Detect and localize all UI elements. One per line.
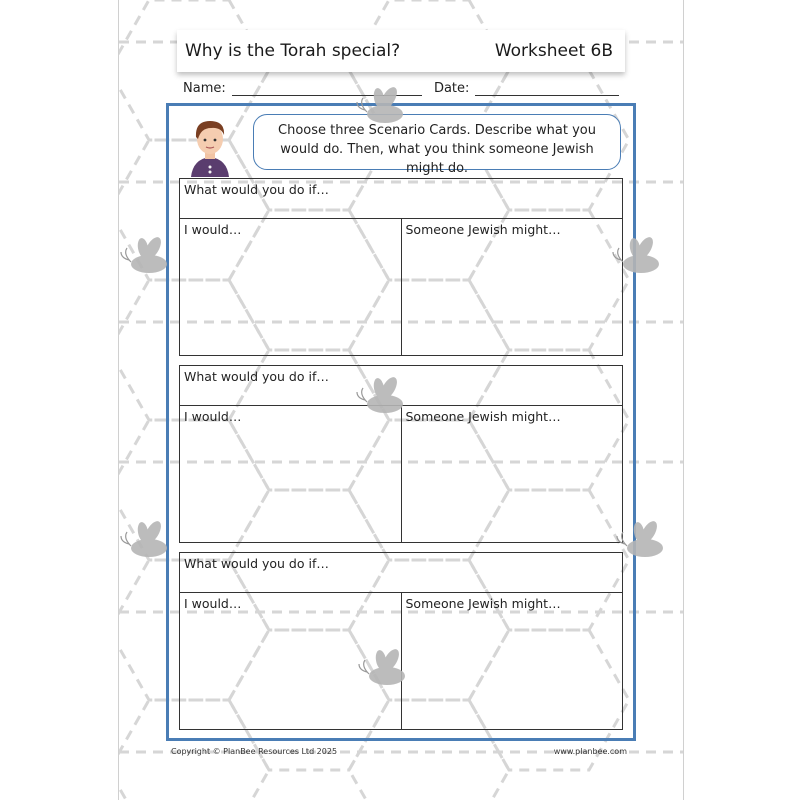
date-label: Date: xyxy=(433,81,470,96)
date-field[interactable] xyxy=(475,83,619,96)
someone-jewish-box[interactable]: Someone Jewish might… xyxy=(401,593,623,729)
title-bar xyxy=(177,30,625,72)
scenario-block-3 xyxy=(179,552,623,730)
worksheet-title: Why is the Torah special? xyxy=(185,41,401,61)
scenario-prompt[interactable]: What would you do if… xyxy=(180,366,622,406)
i-would-box[interactable]: I would… xyxy=(184,596,242,611)
bee-watermark-icon xyxy=(119,520,175,564)
bee-watermark-icon xyxy=(357,648,413,692)
scenario-prompt[interactable]: What would you do if… xyxy=(180,553,622,593)
instruction-text: Choose three Scenario Cards. Describe what you would do. Then, what you think someone Jewish might do. xyxy=(278,123,596,176)
scenario-prompt[interactable]: What would you do if… xyxy=(180,179,622,219)
someone-jewish-box[interactable]: Someone Jewish might… xyxy=(401,406,623,542)
someone-jewish-box[interactable]: Someone Jewish might… xyxy=(401,219,623,355)
bee-watermark-icon xyxy=(119,236,175,280)
teacher-avatar-icon xyxy=(185,113,235,177)
worksheet-page xyxy=(118,0,684,800)
name-label: Name: xyxy=(183,81,226,96)
i-would-box[interactable]: I would… xyxy=(184,222,242,237)
scenario-block-1 xyxy=(179,178,623,356)
worksheet-number: Worksheet 6B xyxy=(494,41,613,61)
bee-watermark-icon xyxy=(611,236,667,280)
bee-watermark-icon xyxy=(355,86,411,130)
website-link[interactable]: www.planbee.com xyxy=(553,747,627,756)
instruction-bubble xyxy=(253,114,621,176)
copyright-text: Copyright © PlanBee Resources Ltd 2025 xyxy=(171,747,338,756)
bee-watermark-icon xyxy=(355,376,411,420)
bee-watermark-icon xyxy=(615,520,671,564)
i-would-box[interactable]: I would… xyxy=(184,409,242,424)
